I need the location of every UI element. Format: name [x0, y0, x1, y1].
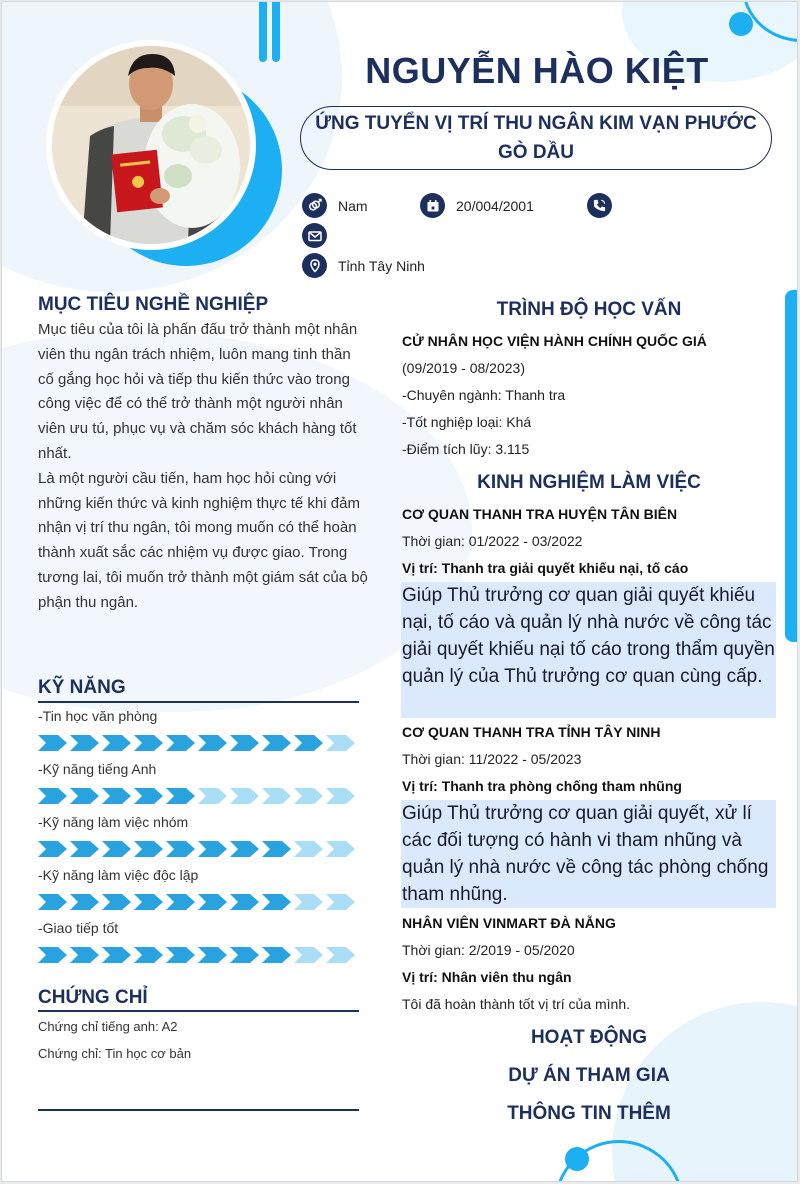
job-company: CƠ QUAN THANH TRA TỈNH TÂY NINH [402, 724, 661, 740]
skill-label: -Kỹ năng tiếng Anh [38, 761, 157, 777]
skill-level-bar [38, 841, 356, 857]
certificate-item: Chứng chỉ: Tin học cơ bản [38, 1046, 192, 1061]
skill-chevron [38, 894, 68, 910]
job-company: CƠ QUAN THANH TRA HUYỆN TÂN BIÊN [402, 506, 678, 522]
skill-chevron [166, 894, 196, 910]
skill-label: -Giao tiếp tốt [38, 920, 119, 936]
phone-icon [587, 193, 612, 218]
objective-paragraph: Mục tiêu của tôi là phấn đấu trở thành một nhân viên thu ngân trách nhiệm, luôn mang tinh thần cố gắng học hỏi và tiếp thu kiến thức vào trong công việc để có thể trở thành một người nhân viên ưu tú, phục vụ và chăm sóc khách hàng tốt nhất. [38, 321, 358, 462]
skill-chevron [102, 947, 132, 963]
contact-phone[interactable] [587, 193, 612, 218]
skill-chevron [230, 841, 260, 857]
skill-level-bar [38, 735, 356, 751]
skill-chevron [326, 788, 356, 804]
skill-chevron [262, 947, 292, 963]
skill-chevron [134, 788, 164, 804]
skill-chevron [326, 735, 356, 751]
education-gpa: -Điểm tích lũy: 3.115 [402, 441, 530, 457]
skill-chevron [70, 841, 100, 857]
contact-birthday [420, 193, 534, 218]
skill-chevron [102, 841, 132, 857]
skills-title: KỸ NĂNG [38, 677, 126, 698]
birthday-value: 20/004/2001 [456, 197, 534, 214]
skill-chevron [102, 894, 132, 910]
job-company: NHÂN VIÊN VINMART ĐÀ NẴNG [402, 915, 616, 931]
skill-chevron [294, 947, 324, 963]
skill-chevron [166, 735, 196, 751]
skill-chevron [198, 841, 228, 857]
education-period: (09/2019 - 08/2023) [402, 360, 525, 376]
gender-value: Nam [338, 197, 368, 214]
skill-label: -Kỹ năng làm việc nhóm [38, 814, 189, 830]
skill-chevron [70, 735, 100, 751]
decor-bar [259, 2, 267, 62]
cv-page [1, 1, 798, 1182]
job-description: Giúp Thủ trưởng cơ quan giải quyết khiếu nại, tố cáo và quản lý nhà nước về công tác giải quyết khiếu nại tố cáo trong thẩm quyền quản lý của Thủ trưởng cơ quan cùng cấp. [401, 582, 776, 718]
objective-text [38, 318, 368, 616]
skill-label: -Kỹ năng làm việc độc lập [38, 867, 199, 883]
portrait-illustration [52, 46, 250, 244]
decor-dot [729, 12, 753, 36]
skill-chevron [102, 788, 132, 804]
skill-chevron [134, 947, 164, 963]
decor-strip [785, 290, 798, 642]
skill-chevron [198, 947, 228, 963]
contact-address [302, 253, 425, 278]
job-time: Thời gian: 11/2022 - 05/2023 [402, 751, 582, 767]
address-value: Tỉnh Tây Ninh [338, 257, 425, 274]
skill-chevron [294, 735, 324, 751]
skill-chevron [134, 894, 164, 910]
skill-chevron [70, 894, 100, 910]
skill-label: -Tin học văn phòng [38, 708, 158, 724]
skill-chevron [38, 947, 68, 963]
certificates-bottom-divider [38, 1109, 359, 1111]
activities-title: HOẠT ĐỘNG [530, 1027, 648, 1048]
skill-chevron [70, 947, 100, 963]
skill-chevron [166, 841, 196, 857]
decor-dot [565, 1147, 589, 1171]
skill-chevron [230, 735, 260, 751]
avatar [46, 40, 256, 250]
skill-chevron [262, 788, 292, 804]
projects-title: DỰ ÁN THAM GIA [508, 1065, 670, 1086]
certificate-item: Chứng chỉ tiếng anh: A2 [38, 1019, 178, 1034]
skill-level-bar [38, 947, 356, 963]
education-major: -Chuyên ngành: Thanh tra [402, 387, 566, 403]
skill-level-bar [38, 788, 356, 804]
contact-email[interactable] [302, 223, 327, 248]
job-role: Vị trí: Thanh tra phòng chống tham nhũng [402, 778, 682, 794]
job-time: Thời gian: 2/2019 - 05/2020 [402, 942, 575, 958]
education-title: TRÌNH ĐỘ HỌC VẤN [496, 299, 682, 320]
location-icon [302, 253, 327, 278]
skill-chevron [326, 841, 356, 857]
skill-chevron [198, 788, 228, 804]
gender-icon [302, 193, 327, 218]
job-description: Tôi đã hoàn thành tốt vị trí của mình. [402, 996, 631, 1012]
skill-chevron [134, 841, 164, 857]
education-school: CỬ NHÂN HỌC VIỆN HÀNH CHÍNH QUỐC GIÁ [402, 333, 707, 349]
skill-chevron [230, 947, 260, 963]
skill-chevron [294, 894, 324, 910]
more-info-title: THÔNG TIN THÊM [507, 1103, 671, 1124]
candidate-name: NGUYỄN HÀO KIỆT [365, 50, 709, 91]
job-role: Vị trí: Thanh tra giải quyết khiếu nại, tố cáo [402, 560, 689, 576]
certificates-divider [38, 1010, 359, 1012]
experience-title: KINH NGHIỆM LÀM VIỆC [477, 472, 701, 493]
skill-chevron [230, 788, 260, 804]
skill-chevron [326, 947, 356, 963]
education-grade: -Tốt nghiệp loại: Khá [402, 414, 532, 430]
job-role: Vị trí: Nhân viên thu ngân [402, 969, 572, 985]
skill-chevron [38, 788, 68, 804]
skill-chevron [38, 841, 68, 857]
skill-chevron [294, 788, 324, 804]
skill-chevron [326, 894, 356, 910]
skill-chevron [38, 735, 68, 751]
job-time: Thời gian: 01/2022 - 03/2022 [402, 533, 583, 549]
skill-chevron [262, 841, 292, 857]
certificates-title: CHỨNG CHỈ [38, 987, 148, 1008]
avatar-photo [52, 46, 250, 244]
decor-bar [272, 2, 280, 62]
skill-chevron [166, 788, 196, 804]
email-icon [302, 223, 327, 248]
skill-chevron [262, 735, 292, 751]
skill-chevron [230, 894, 260, 910]
skill-chevron [198, 894, 228, 910]
objective-paragraph: Là một người cầu tiến, ham học hỏi cùng với những kiến thức và kinh nghiệm thực tế khi đảm nhận vị trí thu ngân, tôi mong muốn có thể hoàn thành xuất sắc các nhiệm vụ được giao. Trong tương lai, tôi muốn trở thành một giám sát của bộ phận thu ngân. [38, 469, 368, 611]
skill-chevron [102, 735, 132, 751]
calendar-icon [420, 193, 445, 218]
skill-level-bar [38, 894, 356, 910]
skills-divider [38, 701, 359, 703]
applied-position: ỨNG TUYỂN VỊ TRÍ THU NGÂN KIM VẠN PHƯỚC GÒ DẦU [300, 106, 772, 170]
skill-chevron [198, 735, 228, 751]
skill-chevron [166, 947, 196, 963]
contact-gender [302, 193, 368, 218]
skill-chevron [70, 788, 100, 804]
skill-chevron [294, 841, 324, 857]
job-description: Giúp Thủ trưởng cơ quan giải quyết, xử lí các đối tượng có hành vi tham nhũng và quản lý nhà nước về công tác phòng chống tham nhũng. [401, 800, 776, 908]
skill-chevron [262, 894, 292, 910]
skill-chevron [134, 735, 164, 751]
objective-title: MỤC TIÊU NGHỀ NGHIỆP [38, 294, 269, 315]
